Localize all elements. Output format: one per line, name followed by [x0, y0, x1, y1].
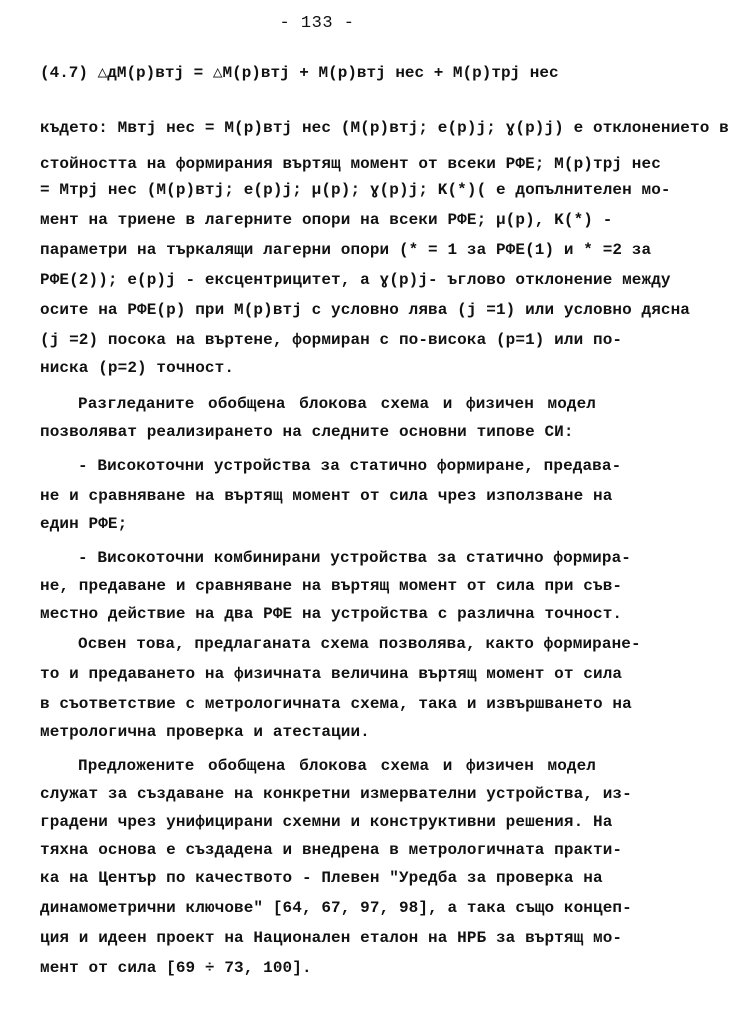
- text-line: РФЕ(2)); e(p)j - ексцентрицитет, а ɣ(p)j- ъглово отклонение между: [40, 271, 671, 289]
- text-line: = Mтрj нес (M(p)втj; e(p)j; μ(p); ɣ(p)j; K(*)( е допълнителен мо-: [40, 181, 671, 199]
- text-line: позволяват реализирането на следните основни типове СИ:: [40, 423, 574, 441]
- paragraph-start: Разгледаните обобщена блокова схема и физичен модел: [78, 395, 596, 413]
- text-line: не и сравняване на въртящ момент от сила чрез използване на: [40, 487, 613, 505]
- text-line: ниска (p=2) точност.: [40, 359, 235, 377]
- list-item: - Високоточни комбинирани устройства за статично формира-: [78, 549, 631, 567]
- text-line: (j =2) посока на въртене, формиран с по-висока (p=1) или по-: [40, 331, 623, 349]
- text-line: осите на РФЕ(p) при M(p)втj с условно лява (j =1) или условно дясна: [40, 301, 691, 319]
- text-line: където: Mвтj нес = M(p)втj нес (M(p)втj; e(p)j; ɣ(p)j) е отклонението в: [40, 119, 729, 137]
- text-line: местно действие на два РФЕ на устройства с различна точност.: [40, 605, 623, 623]
- text-line: динамометрични ключове" [64, 67, 97, 98], а така също концеп-: [40, 899, 632, 917]
- text-line: мент на триене в лагерните опори на всеки РФЕ; μ(p), K(*) -: [40, 211, 613, 229]
- text-line: ка на Център по качеството - Плевен "Уредба за проверка на: [40, 869, 603, 887]
- text-line: градени чрез унифицирани схемни и конструктивни решения. На: [40, 813, 613, 831]
- list-item: - Високоточни устройства за статично формиране, предава-: [78, 457, 622, 475]
- text-line: не, предаване и сравняване на въртящ момент от сила при съв-: [40, 577, 623, 595]
- paragraph-start: Предложените обобщена блокова схема и физичен модел: [78, 757, 596, 775]
- text-line: в съответствие с метрологичната схема, така и извършването на: [40, 695, 632, 713]
- text-line: мент от сила [69 ÷ 73, 100].: [40, 959, 312, 977]
- text-line: един РФЕ;: [40, 515, 128, 533]
- text-line: параметри на търкалящи лагерни опори (* = 1 за РФЕ(1) и * =2 за: [40, 241, 652, 259]
- text-line: стойността на формирания въртящ момент от всеки РФЕ; M(p)трj нес: [40, 155, 661, 173]
- paragraph-start: Освен това, предлаганата схема позволява, както формиране-: [78, 635, 641, 653]
- text-line: то и предаването на физичната величина въртящ момент от сила: [40, 665, 623, 683]
- text-line: тяхна основа е създадена и внедрена в метрологичната практи-: [40, 841, 623, 859]
- text-line: служат за създаване на конкретни измервателни устройства, из-: [40, 785, 632, 803]
- text-line: метрологична проверка и атестации.: [40, 723, 370, 741]
- page-number: - 133 -: [279, 14, 355, 33]
- text-line: ция и идеен проект на Национален еталон на НРБ за въртящ мо-: [40, 929, 623, 947]
- equation-4-7: (4.7) △дM(p)втj = △M(p)втj + M(p)втj нес + M(p)трj нес: [40, 64, 559, 82]
